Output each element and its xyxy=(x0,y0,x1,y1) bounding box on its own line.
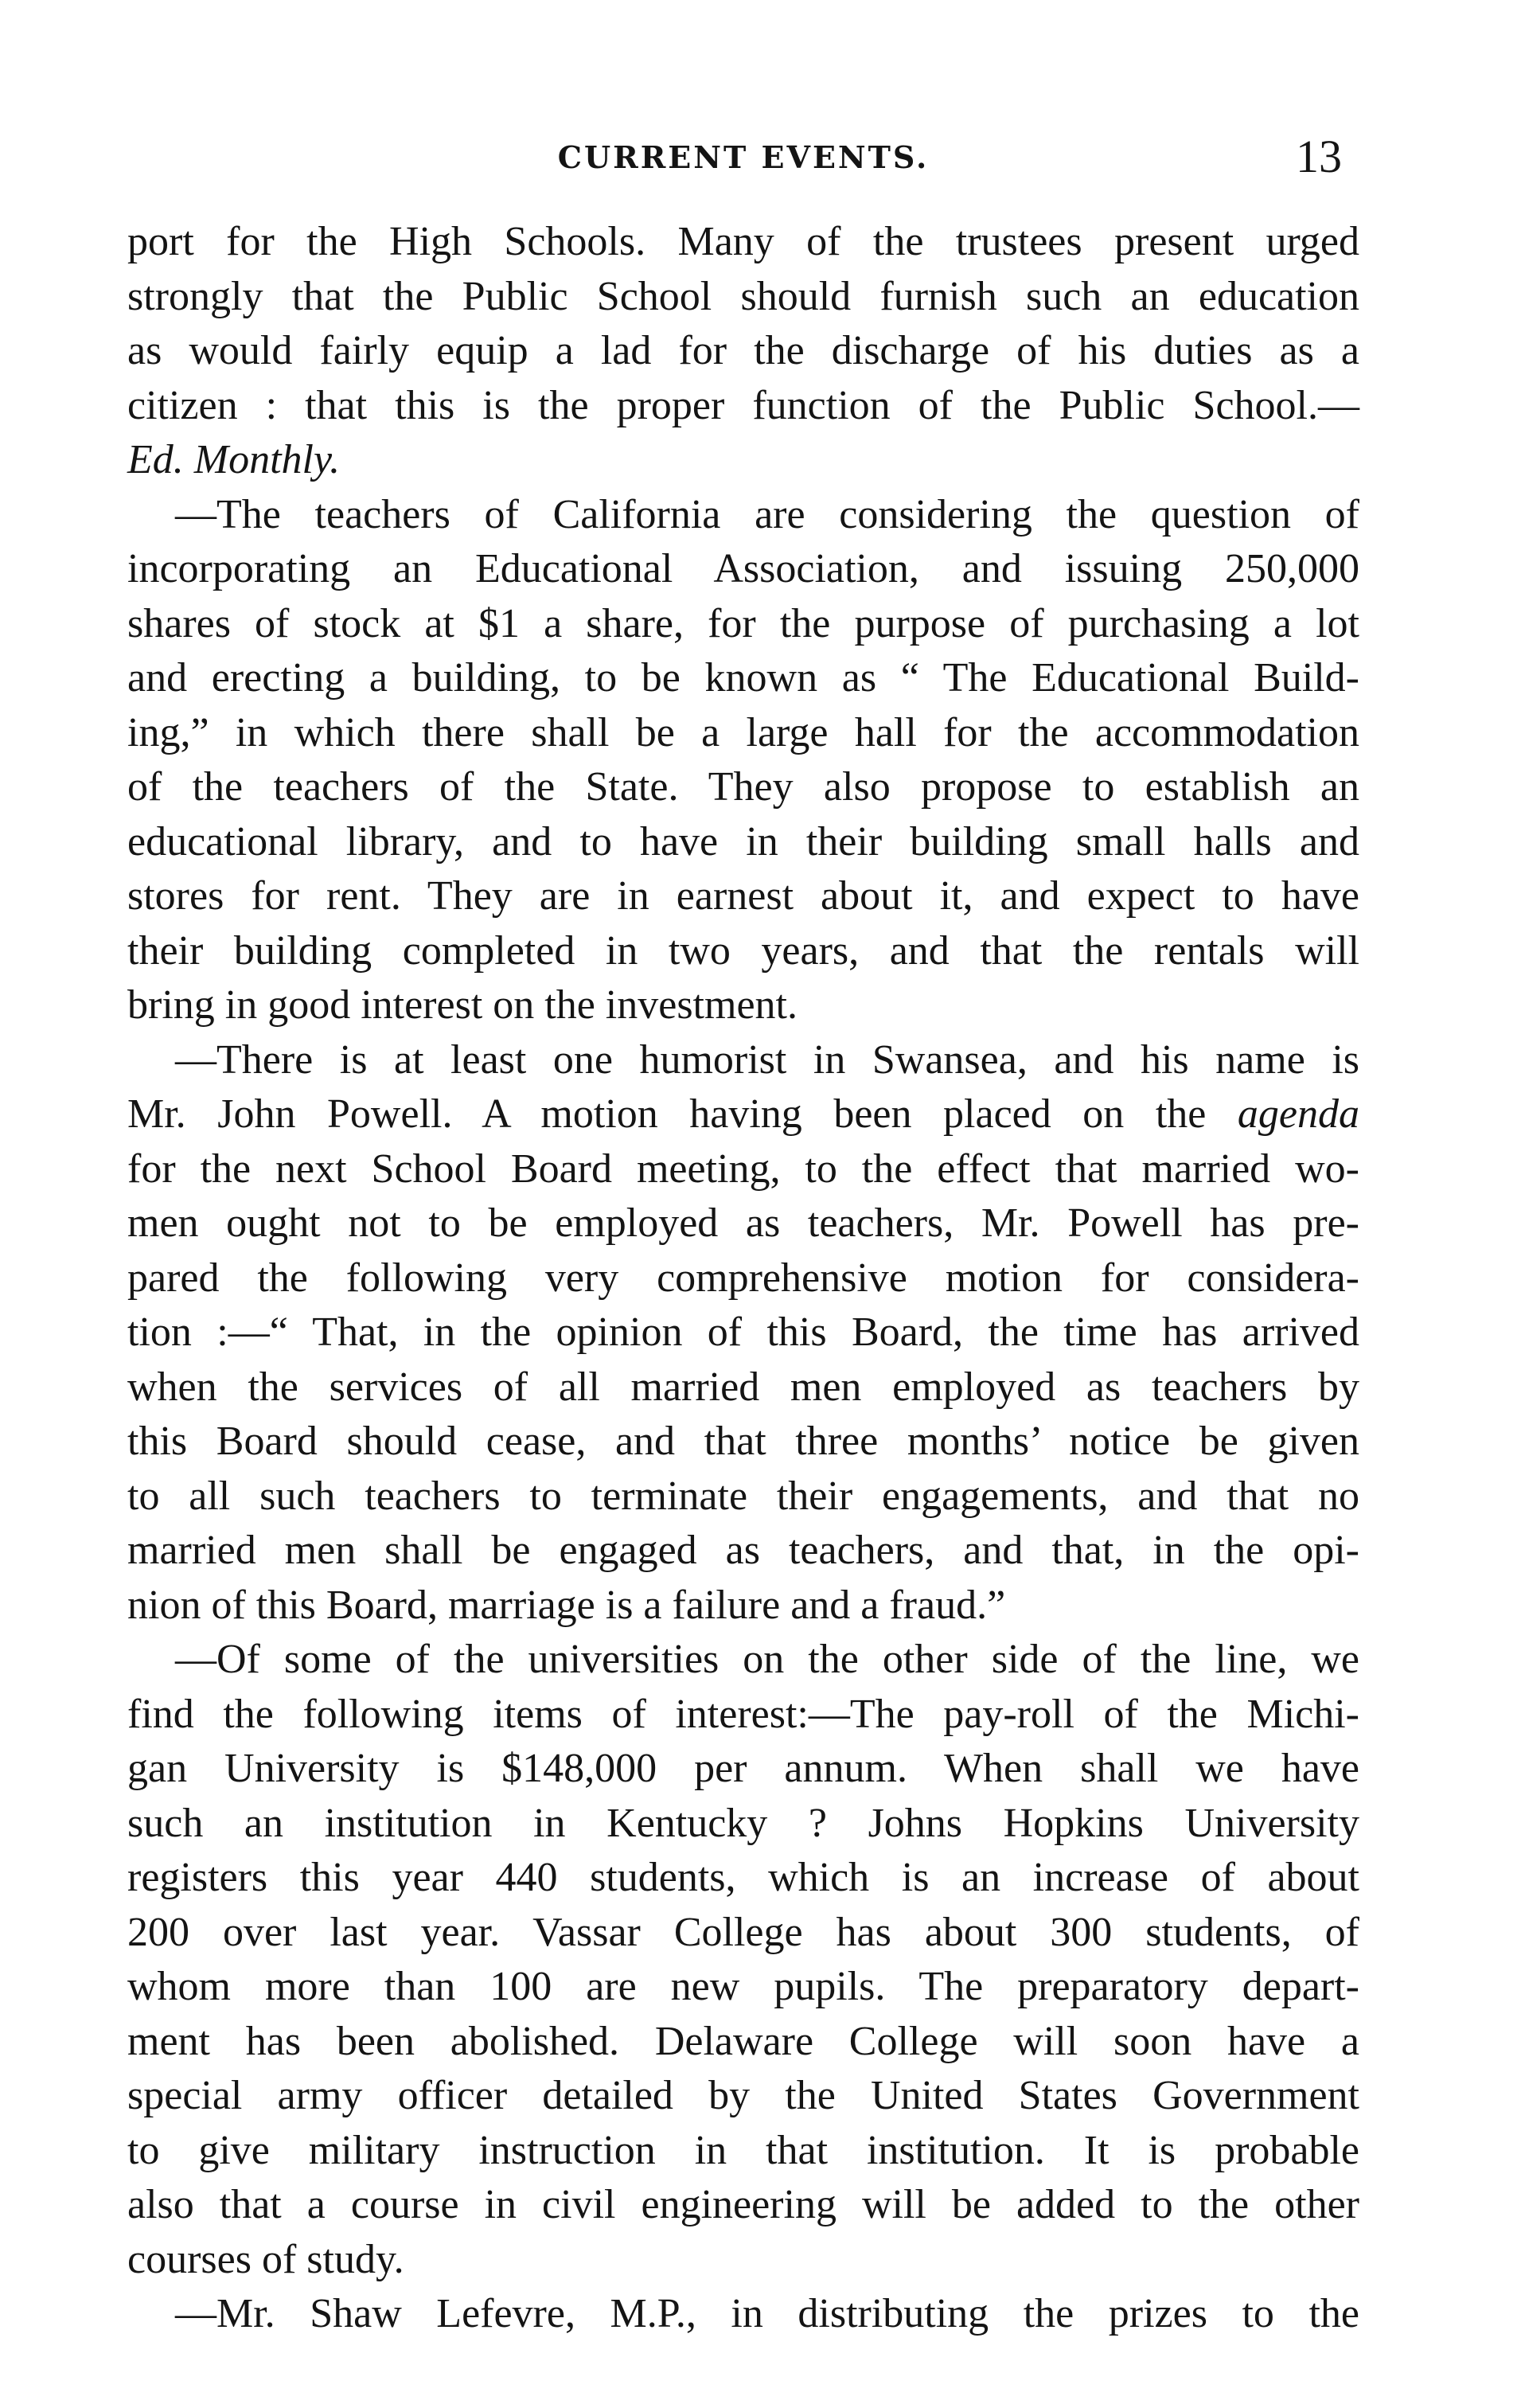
text-line: of the teachers of the State. They also propose to establish an xyxy=(127,764,1359,810)
running-head xyxy=(127,131,1359,189)
page-number: 13 xyxy=(1296,131,1342,182)
text-line: incorporating an Educational Association, and issuing 250,000 xyxy=(127,546,1359,591)
text-line: pared the following very comprehensive motion for considera- xyxy=(127,1255,1359,1301)
text-line: when the services of all married men employed as teachers by xyxy=(127,1364,1359,1410)
text-line: stores for rent. They are in earnest about it, and expect to have xyxy=(127,873,1359,919)
text-line: as would fairly equip a lad for the discharge of his duties as a xyxy=(127,328,1359,373)
text-line: ing,” in which there shall be a large hall for the accommodation xyxy=(127,709,1359,755)
text-line: educational library, and to have in their building small halls and xyxy=(127,818,1359,864)
text-line: find the following items of interest:—The pay-roll of the Michi- xyxy=(127,1691,1359,1737)
text-line: bring in good interest on the investment. xyxy=(127,982,798,1028)
text-line: registers this year 440 students, which is an increase of about xyxy=(127,1855,1359,1900)
text-line: —Of some of the universities on the other side of the line, we xyxy=(175,1637,1359,1682)
text-line: —Mr. Shaw Lefevre, M.P., in distributing the prizes to the xyxy=(175,2291,1359,2336)
text-line: married men shall be engaged as teachers, and that, in the opi- xyxy=(127,1528,1359,1573)
text-line: —There is at least one humorist in Swansea, and his name is xyxy=(175,1036,1359,1083)
text-line: also that a course in civil engineering will be added to the other xyxy=(127,2182,1359,2227)
text-line: special army officer detailed by the United States Government xyxy=(127,2073,1359,2118)
text-line: strongly that the Public School should furnish such an education xyxy=(127,273,1359,319)
text-line: shares of stock at $1 a share, for the purpose of purchasing a lot xyxy=(127,600,1359,646)
text-line: and erecting a building, to be known as “ The Educational Build- xyxy=(127,655,1359,701)
text-line: for the next School Board meeting, to the effect that married wo- xyxy=(127,1145,1359,1192)
text-line: their building completed in two years, and that the rentals will xyxy=(127,927,1359,974)
text-line: Mr. John Powell. A motion having been placed on the agenda xyxy=(127,1091,1359,1137)
text-line: to give military instruction in that institution. It is probable xyxy=(127,2127,1359,2173)
running-title: CURRENT EVENTS. xyxy=(557,139,930,175)
body-text xyxy=(127,215,1359,2342)
text-line: courses of study. xyxy=(127,2236,404,2282)
text-line: 200 over last year. Vassar College has about 300 students, of xyxy=(127,1909,1359,1955)
text-line: citizen : that this is the proper function of the Public School.— xyxy=(127,382,1359,428)
text-line: to all such teachers to terminate their engagements, and that no xyxy=(127,1473,1359,1519)
text-line: —The teachers of California are considering the question of xyxy=(175,491,1359,537)
text-line: gan University is $148,000 per annum. When shall we have xyxy=(127,1746,1359,1791)
text-line: nion of this Board, marriage is a failure and a fraud.” xyxy=(127,1582,1006,1628)
text-line: men ought not to be employed as teachers, Mr. Powell has pre- xyxy=(127,1200,1359,1246)
text-line: such an institution in Kentucky ? Johns Hopkins University xyxy=(127,1800,1359,1846)
text-line: ment has been abolished. Delaware College will soon have a xyxy=(127,2018,1359,2064)
text-line: tion :—“ That, in the opinion of this Board, the time has arrived xyxy=(127,1309,1359,1355)
text-line: port for the High Schools. Many of the trustees present urged xyxy=(127,219,1359,264)
text-line: Ed. Monthly. xyxy=(127,437,341,482)
text-line: this Board should cease, and that three months’ notice be given xyxy=(127,1419,1359,1464)
text-line: whom more than 100 are new pupils. The preparatory depart- xyxy=(127,1964,1359,2009)
